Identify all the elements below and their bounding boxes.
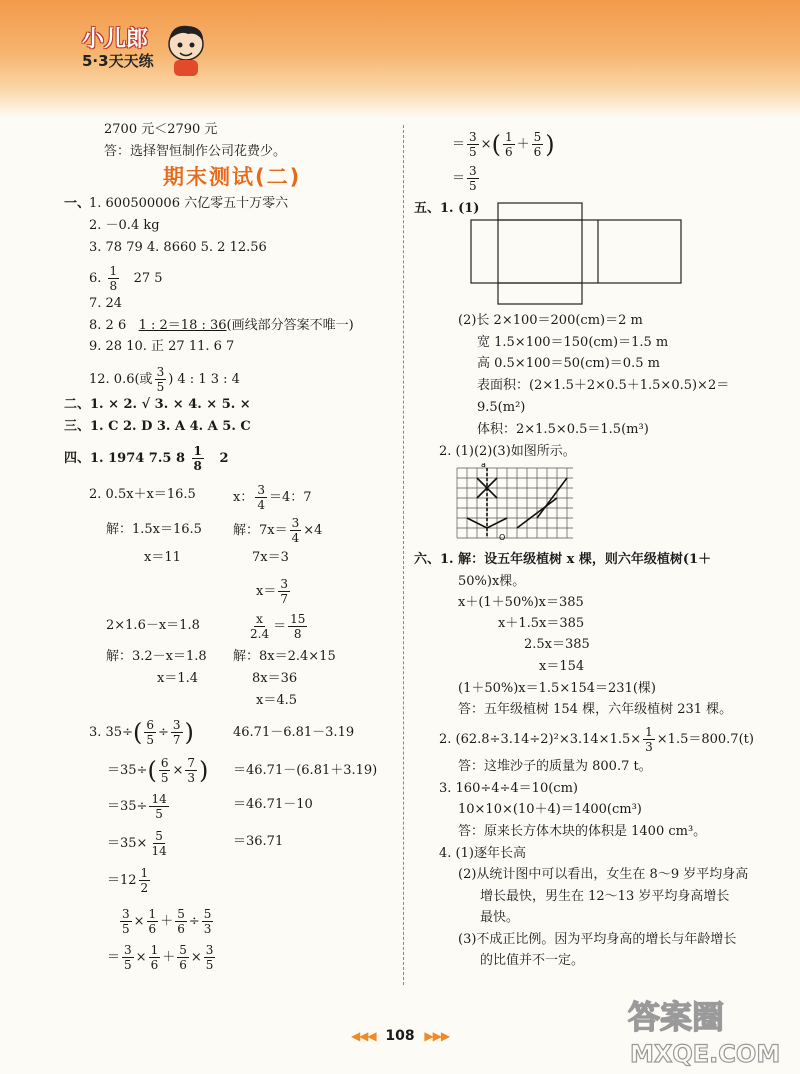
answer-1-1: 1. 600500006 六亿零五十万零六: [89, 196, 289, 211]
net-middle-strip: [471, 220, 681, 283]
right-calc-1: ＝ $\frac{3}{5}$ ×( $\frac{1}{6}$ ＋ $\frac{5}{6}$ ): [452, 130, 555, 159]
prev-arrows-icon: ◀◀◀: [350, 1029, 376, 1043]
page-number: 108: [385, 1028, 415, 1044]
fraction-den: 4: [291, 531, 300, 545]
calc-row-5: [107, 866, 152, 895]
fraction-num: 5: [533, 130, 542, 144]
answer-1-12-pre: 12. 0.6(或: [89, 372, 153, 387]
solution-line: 2.5x＝385: [524, 637, 590, 652]
page-header: [0, 0, 800, 118]
answer-1-3: 3. 78 79 4. 8660 5. 2 12.56: [89, 240, 267, 255]
fraction: [149, 943, 161, 972]
solution-line: 9.5(m²): [477, 400, 526, 415]
solution-line: 答：原来长方体木块的体积是 1400 cm³。: [458, 824, 707, 839]
fraction-den: 8: [293, 627, 302, 641]
fraction: [290, 516, 302, 545]
fraction-num: 3: [469, 164, 477, 178]
calc-right-2: ＝46.71－(6.81＋3.19): [233, 763, 378, 778]
fraction-den: 7: [172, 733, 181, 747]
fraction: [149, 829, 168, 858]
brand-title: 小儿郎: [82, 27, 149, 52]
fraction-num: 1: [148, 907, 157, 921]
solution-line: 的比值并不一定。: [480, 953, 585, 968]
equation-d4: x＝4.5: [256, 693, 298, 708]
fraction: [532, 130, 544, 159]
calc-op: ＋: [160, 914, 174, 929]
equation-c3: x＝1.4: [157, 671, 199, 686]
section-6-line: 六、1. 解：设五年级植树 x 棵，则六年级植树(1＋: [414, 552, 712, 567]
next-arrows-icon: ▶▶▶: [424, 1029, 450, 1043]
fraction: [204, 943, 216, 972]
answer-6-2-pre: 2. (62.8÷3.14÷2)²×3.14×1.5×: [439, 732, 642, 747]
fraction: [171, 718, 183, 747]
calc-op: ＋: [516, 137, 530, 152]
fraction-den: 8: [193, 459, 202, 473]
answer-1-12: [89, 365, 240, 394]
grid-label-o: O: [499, 533, 506, 541]
fraction-num: 1: [109, 264, 118, 278]
fraction: [503, 130, 515, 159]
solution-line: 最快。: [480, 910, 520, 925]
solution-line: 3. 160÷4÷4＝10(cm): [439, 781, 578, 796]
fraction: [108, 264, 120, 293]
calc-pre: ＝: [452, 171, 466, 186]
answer-1-12-post: ) 4 : 1 3 : 4: [168, 372, 240, 387]
box-net-diagram: [470, 202, 685, 306]
section-4-post: 2: [219, 451, 229, 466]
fraction: [248, 612, 271, 641]
answer-1-8-note: (画线部分答案不唯一): [226, 318, 354, 333]
section-4-answers: [64, 444, 229, 473]
equation-b2: [233, 516, 322, 545]
fraction-den: 7: [280, 592, 288, 606]
fraction-den: 5: [146, 733, 154, 747]
equation-c2: 解：3.2－x＝1.8: [106, 649, 207, 664]
svg-text:答案圈: 答案圈: [628, 998, 725, 1036]
fraction-den: 6: [177, 922, 185, 936]
fraction: [155, 365, 167, 394]
section-title: 期末测试(二): [163, 165, 302, 189]
solution-line: x＋1.5x＝385: [498, 616, 585, 631]
calc-pre: ＝35×: [107, 836, 148, 851]
fraction-num: 5: [203, 907, 212, 921]
eq-pre: x：: [233, 490, 254, 505]
solution-line: 50%)x棵。: [458, 574, 526, 589]
svg-text:MXQE.COM: MXQE.COM: [630, 1040, 781, 1068]
equation-a3: x＝11: [144, 550, 181, 565]
calc-right-3: ＝46.71－10: [233, 797, 313, 812]
calc-op: ÷: [188, 914, 200, 929]
solution-line: 10×10×(10＋4)＝1400(cm³): [458, 802, 642, 817]
answer-6-2-post: ×1.5＝800.7(t): [656, 732, 754, 747]
fraction: [120, 907, 132, 936]
equation-d3: 8x＝36: [252, 671, 298, 686]
fraction: [144, 718, 156, 747]
fraction-num: 15: [290, 612, 306, 626]
grid-label-a: a: [481, 463, 486, 469]
calc-pre: ＝12: [107, 873, 137, 888]
solution-line: 4. (1)逐年长高: [439, 846, 526, 861]
grid-lines: [457, 468, 573, 538]
calc-pre: ＝35÷: [107, 763, 148, 778]
answer-1-9: 9. 28 10. 正 27 11. 6 7: [89, 339, 235, 354]
fraction-num: 1: [193, 444, 202, 458]
calc-op: ÷: [158, 725, 169, 740]
fraction: [202, 907, 214, 936]
fraction-den: 2.4: [250, 627, 270, 641]
eq-equals: ＝: [273, 619, 287, 634]
fraction-num: 5: [179, 943, 187, 957]
fraction-num: 3: [124, 943, 132, 957]
fraction-den: 3: [187, 771, 195, 785]
right-calc-2: [452, 164, 481, 193]
fraction-den: 14: [151, 844, 167, 858]
mascot-icon: [162, 22, 210, 78]
answer-1-8-underlined: 1 : 2＝18 : 36: [138, 318, 227, 333]
section-4-pre: 四、1. 1974 7.5 8: [64, 451, 185, 466]
watermark-logo: [620, 990, 790, 1070]
fraction-den: 5: [160, 771, 169, 785]
fraction: [185, 756, 197, 785]
solution-line: 答：五年级植树 154 棵，六年级植树 231 棵。: [458, 702, 733, 717]
line-answer: 答：选择智恒制作公司花费少。: [104, 144, 287, 159]
calc-row-4: [107, 829, 171, 858]
fraction-num: 5: [177, 907, 185, 921]
fraction: [255, 483, 267, 512]
eq-pre: 解：7x＝: [233, 523, 288, 538]
fraction-den: 5: [205, 958, 214, 972]
fraction-den: 6: [533, 145, 542, 159]
grid-figure: [455, 463, 577, 541]
fraction: [278, 577, 290, 606]
solution-line: (2)从统计图中可以看出，女生在 8～9 岁平均身高: [458, 867, 749, 882]
fraction-den: 6: [179, 958, 187, 972]
net-face-bottom: [498, 283, 582, 304]
fraction: [139, 866, 151, 895]
fraction: [177, 943, 189, 972]
fraction-num: 3: [469, 130, 477, 144]
calc-row-1: 3. 35÷( $\frac{6}{5}$ ÷ $\frac{3}{7}$ ): [89, 718, 194, 747]
answer-1-6: [89, 264, 163, 293]
calc-op: ×: [135, 950, 147, 965]
solution-line: x＝154: [539, 659, 585, 674]
calc-row-2: ＝35÷( $\frac{6}{5}$ × $\frac{7}{3}$ ): [107, 756, 209, 785]
fraction-num: 1: [150, 943, 159, 957]
calc-row-3: [107, 792, 171, 821]
calc-pre: 3. 35÷: [89, 725, 133, 740]
solution-line: 高 0.5×100＝50(cm)＝0.5 m: [477, 356, 660, 371]
solution-line: x＋(1＋50%)x＝385: [458, 595, 584, 610]
equation-d2: 解：8x＝2.4×15: [233, 649, 336, 664]
fraction-num: 6: [160, 756, 169, 770]
fraction-num: 3: [172, 718, 181, 732]
net-face-top: [498, 203, 582, 220]
fraction-den: 5: [124, 958, 132, 972]
fraction-num: 3: [291, 516, 300, 530]
fraction: [159, 756, 171, 785]
column-divider: [403, 125, 404, 985]
fraction-num: 7: [187, 756, 195, 770]
equation-c1: 2×1.6－x＝1.8: [106, 618, 200, 633]
equation-b4: [256, 577, 292, 606]
calc-op: ×: [190, 950, 202, 965]
brand-subtitle: 5·3天天练: [82, 52, 154, 70]
equation-b3: 7x＝3: [252, 550, 289, 565]
solution-line: 2. (1)(2)(3)如图所示。: [439, 444, 576, 459]
solution-line: 答：这堆沙子的质量为 800.7 t。: [458, 759, 652, 774]
fraction-den: 5: [155, 807, 163, 821]
solution-line: 体积：2×1.5×0.5＝1.5(m³): [477, 422, 649, 437]
equation-b1: [233, 483, 312, 512]
fraction: [147, 907, 159, 936]
answer-1-8: [89, 317, 354, 335]
answer-1-6-rest: 27 5: [133, 271, 163, 286]
fraction-num: 6: [146, 718, 154, 732]
fraction-num: 1: [645, 725, 653, 739]
solution-line: (2)长 2×100＝200(cm)＝2 m: [458, 313, 643, 328]
fraction: [288, 612, 307, 641]
solution-line: (1＋50%)x＝1.5×154＝231(棵): [458, 681, 656, 696]
fraction: [467, 130, 479, 159]
fraction-num: 3: [257, 483, 265, 497]
calc-op: ×: [133, 914, 145, 929]
solution-line: (3)不成正比例。因为平均身高的增长与年龄增长: [458, 932, 737, 947]
fraction: [192, 444, 204, 473]
solution-line: 增长最快，男生在 12～13 岁平均身高增长: [480, 889, 730, 904]
equation-a2: 解：1.5x＝16.5: [106, 522, 202, 537]
calc-row-7: [107, 943, 217, 972]
fraction: [467, 164, 479, 193]
fraction-den: 5: [122, 922, 130, 936]
fraction-den: 5: [469, 145, 477, 159]
calc-pre: ＝: [107, 950, 121, 965]
fraction-den: 6: [150, 958, 159, 972]
fraction-den: 5: [156, 380, 165, 394]
answer-1-8-pre: 8. 2 6: [89, 318, 127, 333]
fraction-num: 14: [151, 792, 167, 806]
section-2-answers: 二、1. × 2. √ 3. × 4. × 5. ×: [64, 397, 251, 412]
fraction: [643, 725, 655, 754]
eq-pre: x＝: [256, 584, 277, 599]
answer-1-6-label: 6.: [89, 271, 102, 286]
fraction-den: 3: [645, 740, 653, 754]
answer-1-7: 7. 24: [89, 296, 123, 311]
solution-line: 表面积：(2×1.5＋2×0.5＋1.5×0.5)×2＝: [477, 378, 730, 393]
eq-post: ＝4：7: [268, 490, 312, 505]
answer-1-2: 2. －0.4 kg: [89, 218, 160, 233]
section-1-label: 一、: [64, 196, 91, 211]
calc-pre: ＝: [452, 137, 466, 152]
fraction-num: 3: [156, 365, 165, 379]
section-3-answers: 三、1. C 2. D 3. A 4. A 5. C: [64, 419, 251, 434]
fraction-num: x: [256, 612, 263, 626]
calc-pre: ＝35÷: [107, 799, 148, 814]
fraction-num: 5: [155, 829, 163, 843]
section-5-label: 五、1. (1): [414, 201, 480, 216]
fraction: [122, 943, 134, 972]
fraction-num: 3: [280, 577, 288, 591]
fraction-den: 5: [469, 179, 477, 193]
calc-op: ×: [480, 137, 492, 152]
line-compare: 2700 元＜2790 元: [104, 122, 218, 137]
calc-op: ＋: [162, 950, 176, 965]
fraction-den: 4: [257, 498, 265, 512]
answer-6-2: [439, 725, 754, 754]
equation-a1: 2. 0.5x＋x＝16.5: [89, 487, 196, 502]
fraction: [175, 907, 187, 936]
calc-right-4: ＝36.71: [233, 834, 284, 849]
fraction-den: 2: [140, 881, 149, 895]
calc-op: ×: [172, 763, 184, 778]
fraction-den: 8: [109, 279, 118, 293]
calc-row-6: [118, 907, 215, 936]
fraction-num: 3: [122, 907, 130, 921]
fraction: [149, 792, 168, 821]
solution-line: 宽 1.5×100＝150(cm)＝1.5 m: [477, 335, 669, 350]
fraction-num: 1: [140, 866, 149, 880]
fraction-num: 1: [504, 130, 513, 144]
calc-right-1: 46.71－6.81－3.19: [233, 725, 355, 740]
fraction-num: 3: [205, 943, 214, 957]
fraction-den: 6: [148, 922, 157, 936]
fraction-den: 6: [504, 145, 513, 159]
eq-post: ×4: [303, 523, 323, 538]
equation-d1: [246, 612, 309, 641]
fraction-den: 3: [203, 922, 212, 936]
